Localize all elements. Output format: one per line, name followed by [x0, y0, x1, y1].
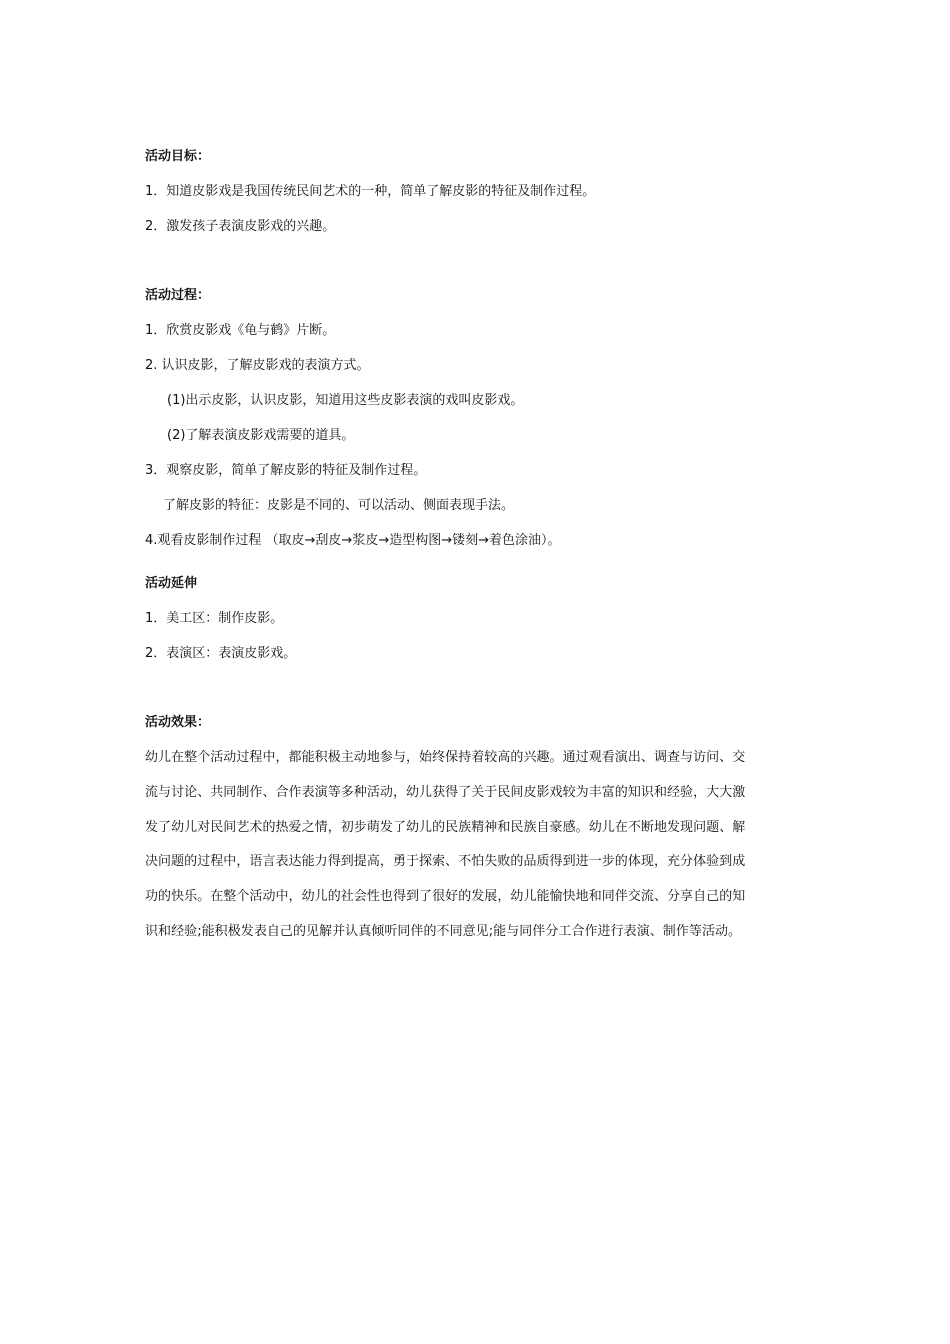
effect-line: 流与讨论、共同制作、合作表演等多种活动，幼儿获得了关于民间皮影戏较为丰富的知识和经验，大大激: [145, 784, 746, 800]
effect-line: 幼儿在整个活动过程中，都能积极主动地参与，始终保持着较高的兴趣。通过观看演出、调查与访问、交: [145, 750, 746, 765]
process-item: 1．欣赏皮影戏《龟与鹤》片断。: [145, 323, 336, 338]
effect-line: 决问题的过程中，语言表达能力得到提高，勇于探索、不怕失败的品质得到进一步的体现，充分体验到成: [145, 854, 746, 870]
effect-paragraph: [145, 741, 810, 950]
effect-line: 识和经验;能积极发表自己的见解并认真倾听同伴的不同意见;能与同伴分工合作进行表演、制作等活动。: [145, 923, 742, 939]
document-page: [145, 146, 810, 950]
process-subitem: (2)了解表演皮影戏需要的道具。: [167, 428, 355, 443]
extension-heading: 活动延伸: [145, 576, 198, 591]
effect-line: 发了幼儿对民间艺术的热爱之情，初步萌发了幼儿的民族精神和民族自豪感。幼儿在不断地发现问题、解: [145, 819, 746, 835]
process-item: 3．观察皮影，简单了解皮影的特征及制作过程。: [145, 463, 427, 478]
process-item: 4.观看皮影制作过程 （取皮→刮皮→浆皮→造型构图→镂刻→着色涂油）。: [145, 533, 561, 548]
extension-item: 1．美工区：制作皮影。: [145, 611, 284, 626]
effect-section: [145, 712, 810, 950]
process-item: 2. 认识皮影，了解皮影戏的表演方式。: [145, 358, 370, 373]
effect-heading: 活动效果：: [145, 715, 211, 730]
goals-heading: 活动目标：: [145, 149, 211, 164]
process-subitem: (1)出示皮影，认识皮影，知道用这些皮影表演的戏叫皮影戏。: [167, 393, 524, 408]
spacer: [145, 565, 810, 573]
process-section: [145, 285, 810, 552]
extension-item: 2．表演区：表演皮影戏。: [145, 646, 297, 661]
spacer: [145, 678, 810, 712]
process-heading: 活动过程：: [145, 288, 211, 303]
process-note: 了解皮影的特征：皮影是不同的、可以活动、侧面表现手法。: [163, 498, 515, 513]
goal-item: 2．激发孩子表演皮影戏的兴趣。: [145, 219, 336, 234]
effect-line: 功的快乐。在整个活动中，幼儿的社会性也得到了很好的发展，幼儿能愉快地和同伴交流、分享自己的知: [145, 889, 746, 905]
spacer: [145, 251, 810, 285]
goals-section: [145, 146, 810, 238]
goal-item: 1．知道皮影戏是我国传统民间艺术的一种，简单了解皮影的特征及制作过程。: [145, 184, 596, 199]
extension-section: [145, 573, 810, 665]
